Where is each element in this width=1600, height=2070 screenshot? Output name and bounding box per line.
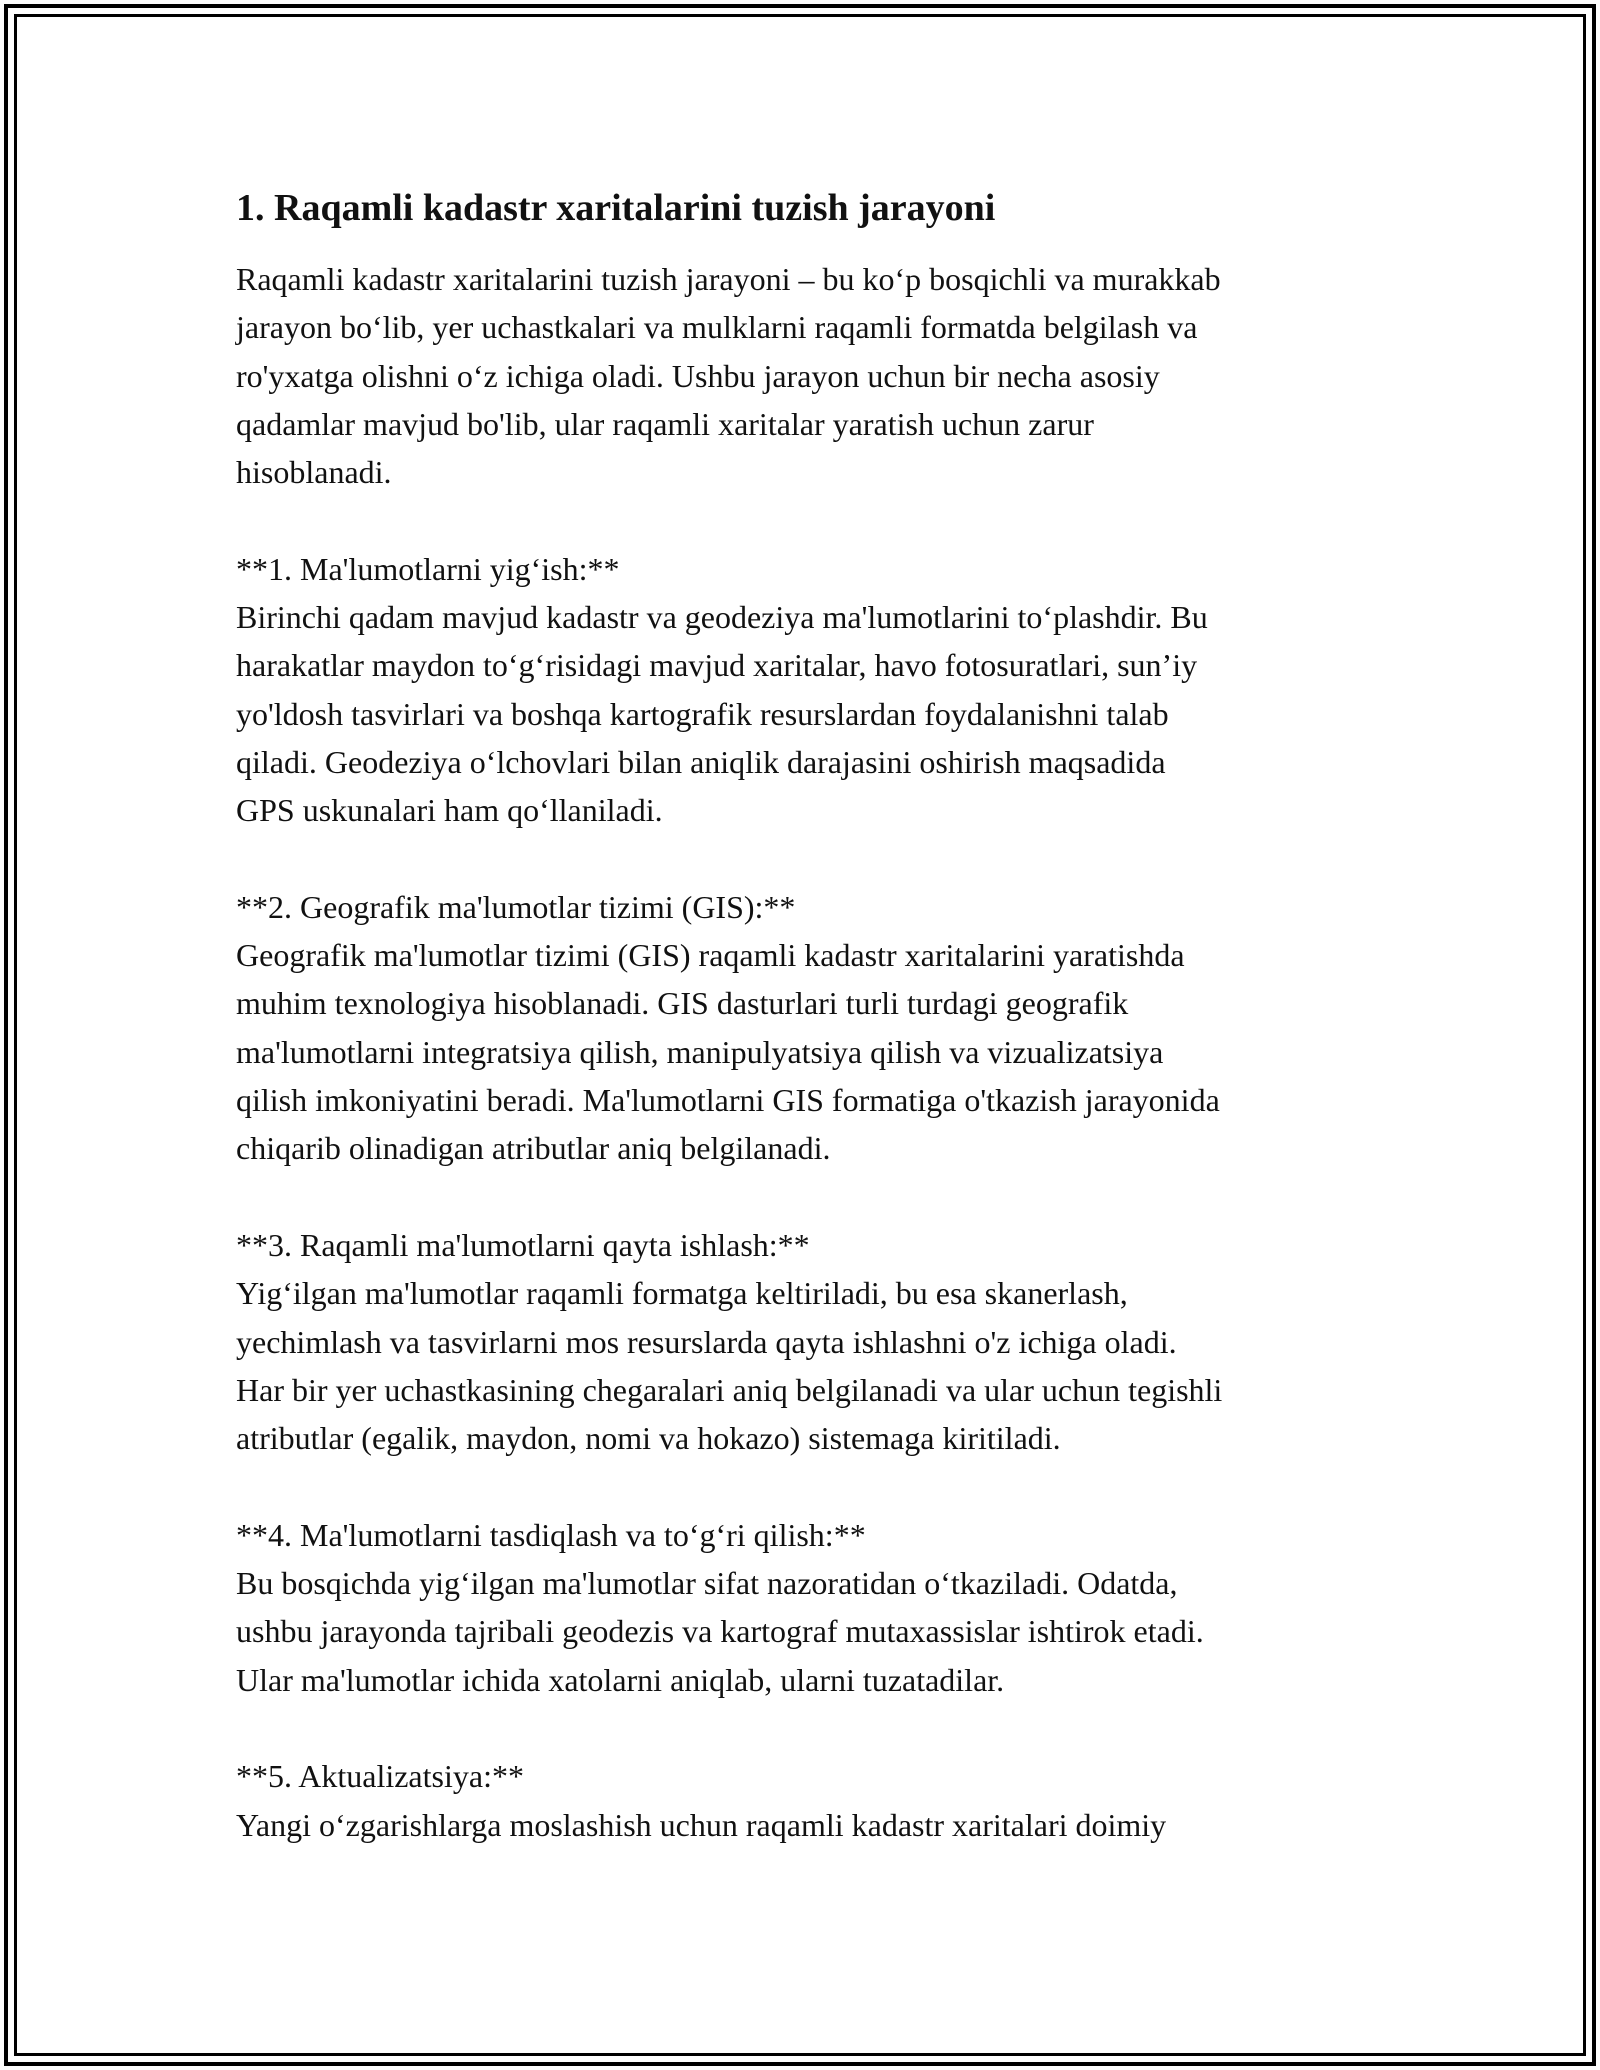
section-line: Ular ma'lumotlar ichida xatolarni aniqlab, ularni tuzatadilar. (236, 1661, 1005, 1698)
intro-paragraph (236, 255, 1386, 496)
intro-line: qadamlar mavjud bo'lib, ular raqamli xaritalar yaratish uchun zarur (236, 405, 1094, 442)
section-line: Yig‘ilgan ma'lumotlar raqamli formatga keltiriladi, bu esa skanerlash, (236, 1275, 1128, 1312)
section-heading: **3. Raqamli ma'lumotlarni qayta ishlash:** (236, 1226, 810, 1263)
section-line: Yangi o‘zgarishlarga moslashish uchun raqamli kadastr xaritalari doimiy (236, 1806, 1167, 1843)
section-5 (236, 1752, 1386, 1849)
paragraph-gap (236, 1704, 1386, 1752)
intro-line: hisoblanadi. (236, 454, 392, 491)
section-line: chiqarib olinadigan atributlar aniq belgilanadi. (236, 1130, 831, 1167)
paragraph-gap (236, 835, 1386, 883)
section-heading: **4. Ma'lumotlarni tasdiqlash va to‘g‘ri qilish:** (236, 1516, 866, 1553)
document-body (236, 185, 1386, 1849)
paragraph-gap (236, 496, 1386, 544)
paragraph-gap (236, 1462, 1386, 1510)
section-heading: **1. Ma'lumotlarni yig‘ish:** (236, 550, 620, 587)
paragraph-gap (236, 1173, 1386, 1221)
section-line: Birinchi qadam mavjud kadastr va geodeziya ma'lumotlarini to‘plashdir. Bu (236, 599, 1208, 636)
section-4 (236, 1511, 1386, 1704)
section-line: yo'ldosh tasvirlari va boshqa kartografik resurslardan foydalanishni talab (236, 695, 1169, 732)
section-1 (236, 545, 1386, 835)
section-line: Bu bosqichda yig‘ilgan ma'lumotlar sifat nazoratidan o‘tkaziladi. Odatda, (236, 1565, 1178, 1602)
section-line: yechimlash va tasvirlarni mos resurslarda qayta ishlashni o'z ichiga oladi. (236, 1323, 1177, 1360)
intro-line: ro'yxatga olishni o‘z ichiga oladi. Ushbu jarayon uchun bir necha asosiy (236, 357, 1160, 394)
section-heading: **2. Geografik ma'lumotlar tizimi (GIS):** (236, 888, 796, 925)
section-line: muhim texnologiya hisoblanadi. GIS dasturlari turli turdagi geografik (236, 985, 1129, 1022)
section-line: harakatlar maydon to‘g‘risidagi mavjud xaritalar, havo fotosuratlari, sun’iy (236, 647, 1198, 684)
section-line: atributlar (egalik, maydon, nomi va hokazo) sistemaga kiritiladi. (236, 1420, 1061, 1457)
section-line: ma'lumotlarni integratsiya qilish, manipulyatsiya qilish va vizualizatsiya (236, 1033, 1164, 1070)
section-line: qilish imkoniyatini beradi. Ma'lumotlarni GIS formatiga o'tkazish jarayonida (236, 1082, 1220, 1119)
section-line: Geografik ma'lumotlar tizimi (GIS) raqamli kadastr xaritalarini yaratishda (236, 937, 1185, 974)
intro-line: Raqamli kadastr xaritalarini tuzish jarayoni – bu ko‘p bosqichli va murakkab (236, 261, 1221, 297)
section-line: ushbu jarayonda tajribali geodezis va kartograf mutaxassislar ishtirok etadi. (236, 1613, 1204, 1650)
section-line: qiladi. Geodeziya o‘lchovlari bilan aniqlik darajasini oshirish maqsadida (236, 743, 1166, 780)
section-heading: **5. Aktualizatsiya:** (236, 1758, 524, 1795)
section-line: GPS uskunalari ham qo‘llaniladi. (236, 792, 663, 829)
section-line: Har bir yer uchastkasining chegaralari aniq belgilanadi va ular uchun tegishli (236, 1371, 1223, 1408)
section-3 (236, 1221, 1386, 1462)
intro-line: jarayon bo‘lib, yer uchastkalari va mulklarni raqamli formatda belgilash va (236, 309, 1198, 346)
document-title: 1. Raqamli kadastr xaritalarini tuzish jarayoni (236, 187, 996, 229)
section-2 (236, 883, 1386, 1173)
